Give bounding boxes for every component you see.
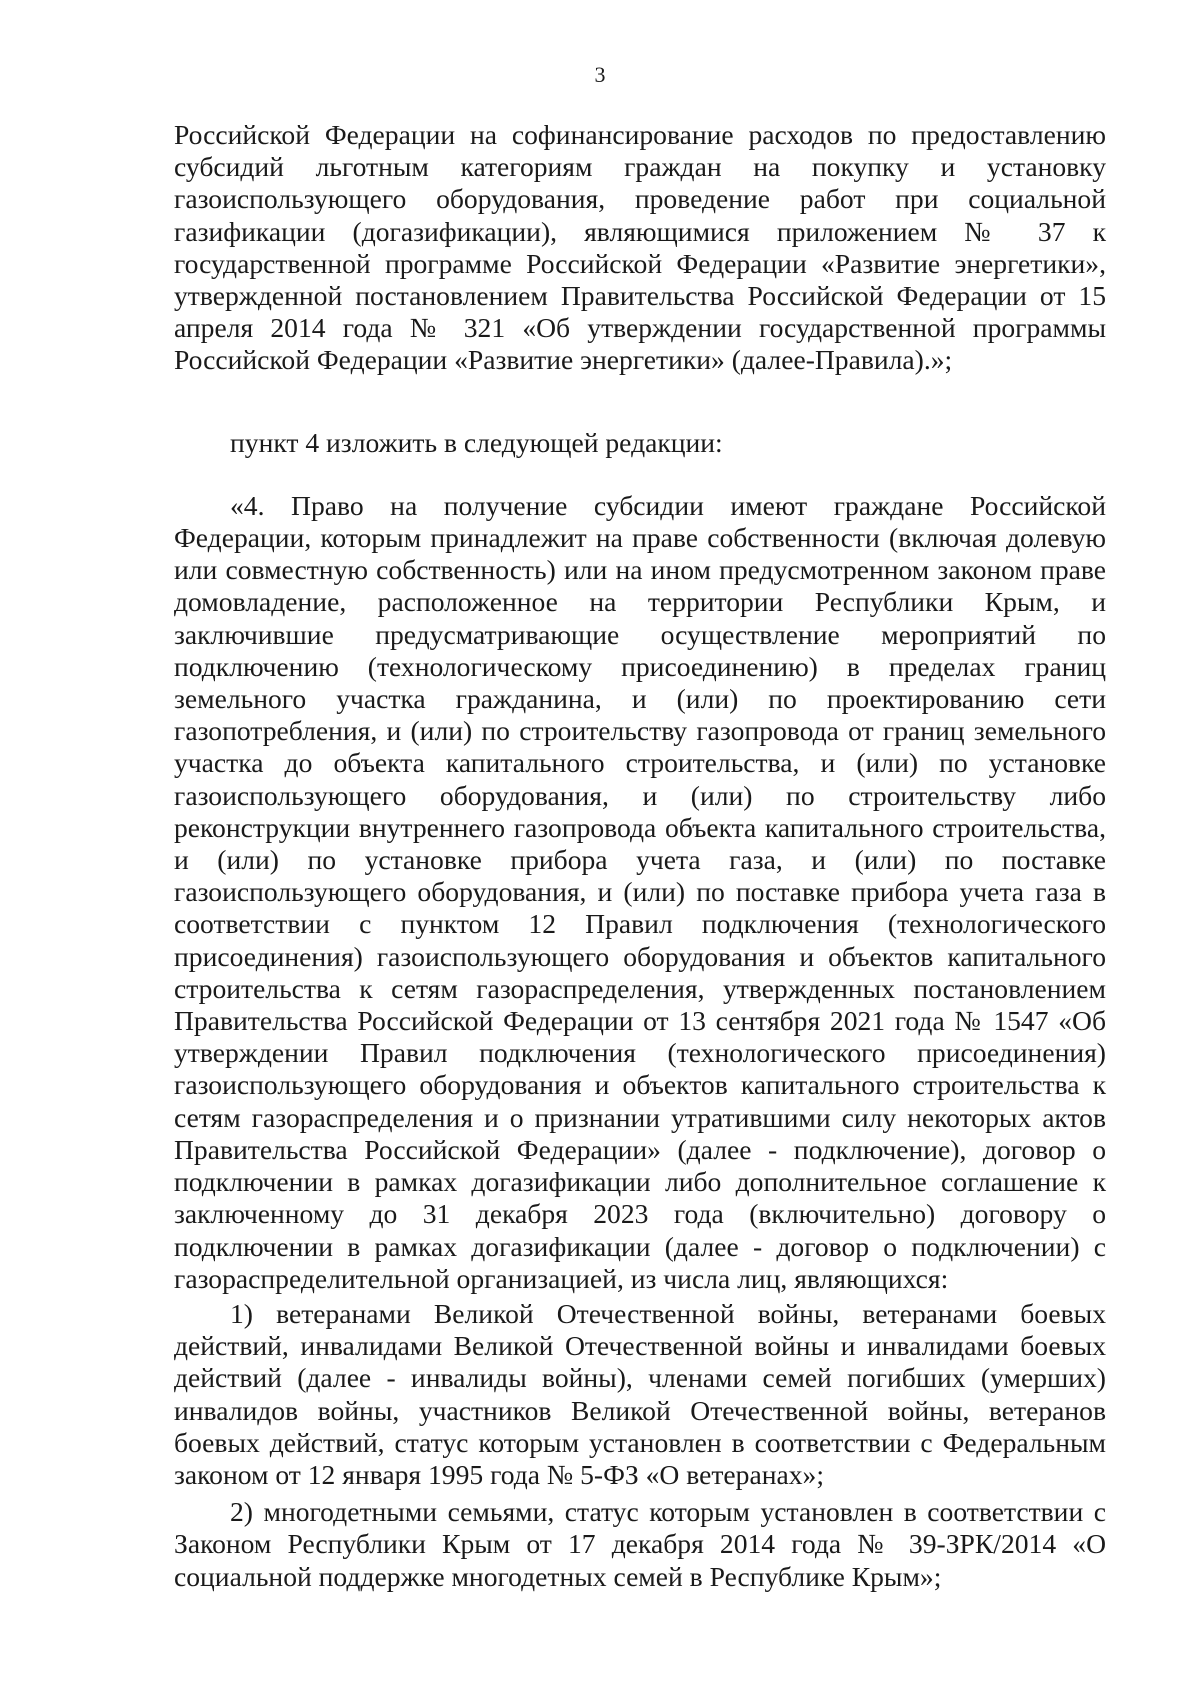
page-number: 3 [594, 62, 606, 87]
quoted-paragraph-item-4: «4. Право на получение субсидии имеют граждане Российской Федерации, которым принадлежит на праве собственности (включая долевую или совместную собственность) или на ином предусмотренном законом праве домовладение, расположенное на территории Республики Крым, и заключившие предусматривающие осуществление мероприятий по подключению (технологическому присоединению) в пределах границ земельного участка гражданина, и (или) по проектированию сети газопотребления, и (или) по строительству газопровода от границ земельного участка до объекта капитального строительства, и (или) по установке газоиспользующего оборудования, и (или) по строительству либо реконструкции внутреннего газопровода объекта капитального строительства, и (или) по установке прибора учета газа, и (или) по поставке газоиспользующего оборудования, и (или) по поставке прибора учета газа в соответствии с пунктом 12 Правил подключения (технологического присоединения) газоиспользующего оборудования и объектов капитального строительства к сетям газораспределения, утвержденных постановлением Правительства Российской Федерации от 13 сентября 2021 года № 1547 «Об утверждении Правил подключения (технологического присоединения) газоиспользующего оборудования и объектов капитального строительства к сетям газораспределения и о признании утратившими силу некоторых актов Правительства Российской Федерации» (далее - подключение), договор о подключении в рамках догазификации либо дополнительное соглашение к заключенному до 31 декабря 2023 года (включительно) договору о подключении в рамках догазификации (далее - договор о подключении) с газораспределительной организацией, из числа лиц, являющихся: [174, 489, 1106, 1294]
list-item-1: 1) ветеранами Великой Отечественной войны, ветеранами боевых действий, инвалидами Великой Отечественной войны и инвалидами боевых действий (далее - инвалиды войны), членами семей погибших (умерших) инвалидов войны, участников Великой Отечественной войны, ветеранов боевых действий, статус которым установлен в соответствии с Федеральным законом от 12 января 1995 года № 5-ФЗ «О ветеранах»; [174, 1297, 1106, 1490]
intro-paragraph: Российской Федерации на софинансирование расходов по предоставлению субсидий льготным категориям граждан на покупку и установку газоиспользующего оборудования, проведение работ при социальной газификации (догазификации), являющимися приложением № 37 к государственной программе Российской Федерации «Развитие энергетики», утвержденной постановлением Правительства Российской Федерации от 15 апреля 2014 года № 321 «Об утверждении государственной программы Российской Федерации «Развитие энергетики» (далее-Правила).»; [174, 119, 1106, 376]
list-item-2: 2) многодетными семьями, статус которым установлен в соответствии с Законом Республики Крым от 17 декабря 2014 года № 39-ЗРК/2014 «О социальной поддержке многодетных семей в Республике Крым»; [174, 1496, 1106, 1592]
instruction-paragraph: пункт 4 изложить в следующей редакции: [230, 426, 723, 458]
document-body [174, 119, 1106, 1593]
